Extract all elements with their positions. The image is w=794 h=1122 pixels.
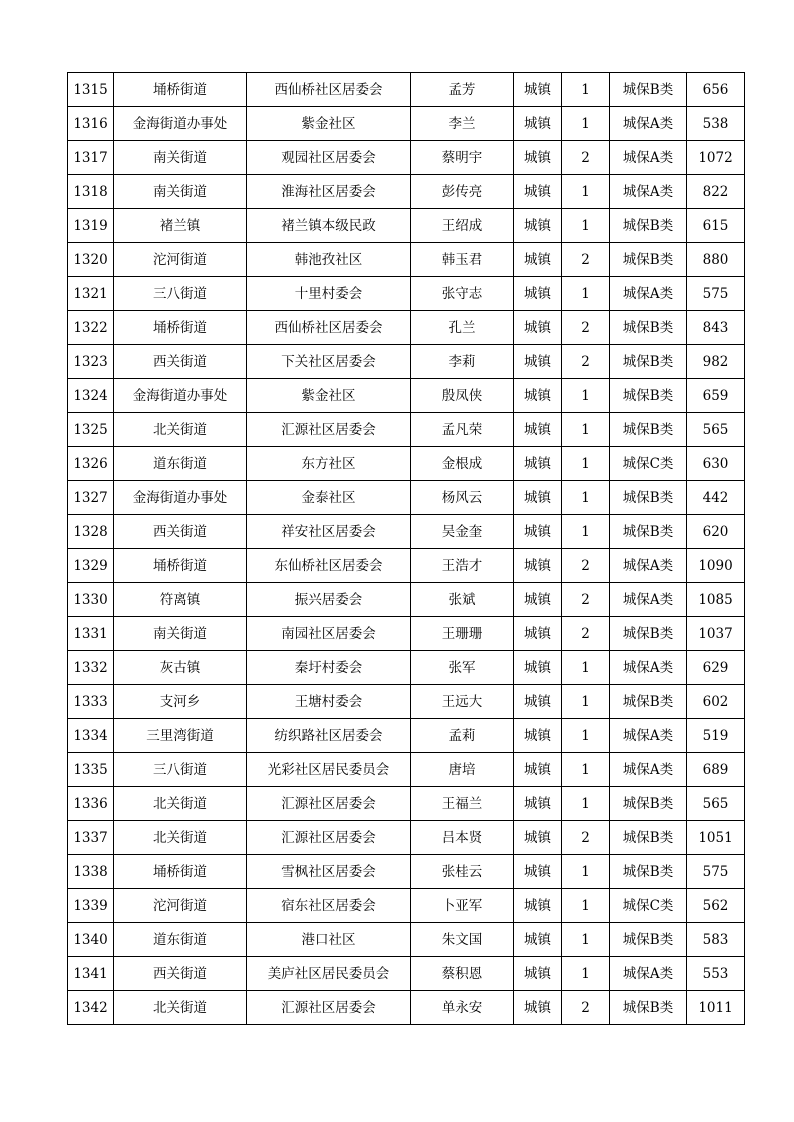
community-cell: 雪枫社区居委会 [247,855,411,889]
household-count-cell: 1 [562,209,610,243]
table-row [68,685,745,719]
amount-cell: 630 [687,447,745,481]
table-row [68,175,745,209]
household-count-cell: 2 [562,141,610,175]
row-number-cell: 1323 [68,345,114,379]
community-cell: 祥安社区居委会 [247,515,411,549]
area-type-cell: 城镇 [514,447,562,481]
area-type-cell: 城镇 [514,685,562,719]
table-row [68,787,745,821]
name-cell: 李兰 [411,107,514,141]
community-cell: 金泰社区 [247,481,411,515]
household-count-cell: 1 [562,175,610,209]
name-cell: 张守志 [411,277,514,311]
household-count-cell: 1 [562,413,610,447]
category-cell: 城保A类 [610,651,687,685]
street-cell: 灰古镇 [114,651,247,685]
name-cell: 蔡积恩 [411,957,514,991]
household-count-cell: 2 [562,821,610,855]
row-number-cell: 1332 [68,651,114,685]
row-number-cell: 1325 [68,413,114,447]
area-type-cell: 城镇 [514,617,562,651]
street-cell: 埇桥街道 [114,549,247,583]
community-cell: 港口社区 [247,923,411,957]
community-cell: 韩池孜社区 [247,243,411,277]
table-row [68,549,745,583]
row-number-cell: 1322 [68,311,114,345]
street-cell: 金海街道办事处 [114,107,247,141]
table-row [68,481,745,515]
household-count-cell: 1 [562,753,610,787]
row-number-cell: 1315 [68,73,114,107]
name-cell: 唐培 [411,753,514,787]
name-cell: 孟莉 [411,719,514,753]
household-count-cell: 1 [562,923,610,957]
street-cell: 支河乡 [114,685,247,719]
area-type-cell: 城镇 [514,889,562,923]
amount-cell: 822 [687,175,745,209]
street-cell: 南关街道 [114,175,247,209]
amount-cell: 602 [687,685,745,719]
area-type-cell: 城镇 [514,413,562,447]
street-cell: 北关街道 [114,991,247,1025]
household-count-cell: 1 [562,107,610,141]
name-cell: 吕本贤 [411,821,514,855]
street-cell: 金海街道办事处 [114,481,247,515]
area-type-cell: 城镇 [514,753,562,787]
street-cell: 沱河街道 [114,889,247,923]
area-type-cell: 城镇 [514,821,562,855]
community-cell: 纺织路社区居委会 [247,719,411,753]
area-type-cell: 城镇 [514,583,562,617]
name-cell: 卜亚军 [411,889,514,923]
amount-cell: 538 [687,107,745,141]
amount-cell: 1051 [687,821,745,855]
community-cell: 紫金社区 [247,379,411,413]
table-row [68,889,745,923]
household-count-cell: 1 [562,651,610,685]
community-cell: 王塘村委会 [247,685,411,719]
amount-cell: 1072 [687,141,745,175]
name-cell: 殷凤侠 [411,379,514,413]
category-cell: 城保B类 [610,515,687,549]
amount-cell: 982 [687,345,745,379]
name-cell: 王浩才 [411,549,514,583]
community-cell: 南园社区居委会 [247,617,411,651]
area-type-cell: 城镇 [514,481,562,515]
household-count-cell: 1 [562,515,610,549]
table-row [68,515,745,549]
household-count-cell: 2 [562,617,610,651]
category-cell: 城保C类 [610,889,687,923]
name-cell: 金根成 [411,447,514,481]
category-cell: 城保B类 [610,991,687,1025]
household-count-cell: 2 [562,549,610,583]
street-cell: 道东街道 [114,923,247,957]
street-cell: 西关街道 [114,515,247,549]
amount-cell: 1037 [687,617,745,651]
category-cell: 城保C类 [610,447,687,481]
table-row [68,209,745,243]
name-cell: 吴金奎 [411,515,514,549]
area-type-cell: 城镇 [514,175,562,209]
amount-cell: 519 [687,719,745,753]
category-cell: 城保B类 [610,413,687,447]
amount-cell: 553 [687,957,745,991]
household-count-cell: 2 [562,991,610,1025]
community-cell: 观园社区居委会 [247,141,411,175]
name-cell: 李莉 [411,345,514,379]
area-type-cell: 城镇 [514,277,562,311]
row-number-cell: 1321 [68,277,114,311]
table-row [68,617,745,651]
amount-cell: 575 [687,277,745,311]
street-cell: 三八街道 [114,753,247,787]
name-cell: 王绍成 [411,209,514,243]
street-cell: 西关街道 [114,957,247,991]
amount-cell: 843 [687,311,745,345]
community-cell: 东仙桥社区居委会 [247,549,411,583]
category-cell: 城保B类 [610,379,687,413]
row-number-cell: 1335 [68,753,114,787]
household-count-cell: 1 [562,481,610,515]
row-number-cell: 1331 [68,617,114,651]
category-cell: 城保A类 [610,277,687,311]
row-number-cell: 1326 [68,447,114,481]
amount-cell: 562 [687,889,745,923]
row-number-cell: 1342 [68,991,114,1025]
household-count-cell: 2 [562,583,610,617]
community-cell: 淮海社区居委会 [247,175,411,209]
row-number-cell: 1333 [68,685,114,719]
community-cell: 东方社区 [247,447,411,481]
amount-cell: 565 [687,787,745,821]
street-cell: 埇桥街道 [114,73,247,107]
area-type-cell: 城镇 [514,73,562,107]
area-type-cell: 城镇 [514,855,562,889]
row-number-cell: 1328 [68,515,114,549]
area-type-cell: 城镇 [514,923,562,957]
category-cell: 城保B类 [610,821,687,855]
street-cell: 西关街道 [114,345,247,379]
table-row [68,719,745,753]
street-cell: 埇桥街道 [114,855,247,889]
area-type-cell: 城镇 [514,787,562,821]
table-body [68,73,745,1025]
area-type-cell: 城镇 [514,209,562,243]
category-cell: 城保B类 [610,243,687,277]
row-number-cell: 1318 [68,175,114,209]
area-type-cell: 城镇 [514,311,562,345]
household-count-cell: 1 [562,855,610,889]
community-cell: 紫金社区 [247,107,411,141]
street-cell: 北关街道 [114,787,247,821]
community-cell: 光彩社区居民委员会 [247,753,411,787]
community-cell: 汇源社区居委会 [247,991,411,1025]
amount-cell: 575 [687,855,745,889]
name-cell: 蔡明宇 [411,141,514,175]
household-count-cell: 1 [562,447,610,481]
amount-cell: 615 [687,209,745,243]
amount-cell: 659 [687,379,745,413]
household-count-cell: 2 [562,311,610,345]
area-type-cell: 城镇 [514,141,562,175]
row-number-cell: 1334 [68,719,114,753]
household-count-cell: 1 [562,685,610,719]
category-cell: 城保B类 [610,855,687,889]
row-number-cell: 1316 [68,107,114,141]
row-number-cell: 1320 [68,243,114,277]
category-cell: 城保B类 [610,923,687,957]
street-cell: 三里湾街道 [114,719,247,753]
area-type-cell: 城镇 [514,957,562,991]
table-row [68,651,745,685]
name-cell: 张桂云 [411,855,514,889]
table-row [68,855,745,889]
category-cell: 城保A类 [610,719,687,753]
amount-cell: 689 [687,753,745,787]
row-number-cell: 1324 [68,379,114,413]
name-cell: 王远大 [411,685,514,719]
category-cell: 城保B类 [610,787,687,821]
row-number-cell: 1327 [68,481,114,515]
table-row [68,107,745,141]
area-type-cell: 城镇 [514,991,562,1025]
table-row [68,583,745,617]
household-count-cell: 1 [562,787,610,821]
street-cell: 褚兰镇 [114,209,247,243]
area-type-cell: 城镇 [514,243,562,277]
amount-cell: 442 [687,481,745,515]
household-count-cell: 1 [562,277,610,311]
table-row [68,141,745,175]
street-cell: 北关街道 [114,821,247,855]
table-row [68,277,745,311]
community-cell: 下关社区居委会 [247,345,411,379]
name-cell: 孔兰 [411,311,514,345]
name-cell: 张斌 [411,583,514,617]
amount-cell: 629 [687,651,745,685]
table-row [68,753,745,787]
area-type-cell: 城镇 [514,379,562,413]
amount-cell: 656 [687,73,745,107]
table-row [68,447,745,481]
table-row [68,345,745,379]
community-cell: 振兴居委会 [247,583,411,617]
street-cell: 沱河街道 [114,243,247,277]
household-count-cell: 2 [562,243,610,277]
category-cell: 城保A类 [610,549,687,583]
street-cell: 南关街道 [114,141,247,175]
row-number-cell: 1330 [68,583,114,617]
area-type-cell: 城镇 [514,107,562,141]
table-row [68,923,745,957]
table-row [68,413,745,447]
area-type-cell: 城镇 [514,549,562,583]
street-cell: 埇桥街道 [114,311,247,345]
community-cell: 秦圩村委会 [247,651,411,685]
name-cell: 王福兰 [411,787,514,821]
category-cell: 城保B类 [610,73,687,107]
row-number-cell: 1341 [68,957,114,991]
amount-cell: 1011 [687,991,745,1025]
name-cell: 单永安 [411,991,514,1025]
community-cell: 宿东社区居委会 [247,889,411,923]
category-cell: 城保B类 [610,481,687,515]
street-cell: 符离镇 [114,583,247,617]
street-cell: 金海街道办事处 [114,379,247,413]
category-cell: 城保B类 [610,685,687,719]
amount-cell: 620 [687,515,745,549]
name-cell: 孟凡荣 [411,413,514,447]
category-cell: 城保A类 [610,175,687,209]
amount-cell: 1085 [687,583,745,617]
household-count-cell: 1 [562,719,610,753]
area-type-cell: 城镇 [514,515,562,549]
name-cell: 孟芳 [411,73,514,107]
category-cell: 城保A类 [610,753,687,787]
table-row [68,73,745,107]
street-cell: 道东街道 [114,447,247,481]
community-cell: 汇源社区居委会 [247,787,411,821]
name-cell: 朱文国 [411,923,514,957]
row-number-cell: 1338 [68,855,114,889]
household-count-cell: 1 [562,73,610,107]
table-row [68,243,745,277]
amount-cell: 1090 [687,549,745,583]
row-number-cell: 1337 [68,821,114,855]
name-cell: 杨风云 [411,481,514,515]
street-cell: 南关街道 [114,617,247,651]
category-cell: 城保A类 [610,957,687,991]
row-number-cell: 1339 [68,889,114,923]
category-cell: 城保B类 [610,209,687,243]
name-cell: 王珊珊 [411,617,514,651]
row-number-cell: 1340 [68,923,114,957]
community-cell: 褚兰镇本级民政 [247,209,411,243]
name-cell: 张军 [411,651,514,685]
community-cell: 西仙桥社区居委会 [247,73,411,107]
name-cell: 彭传亮 [411,175,514,209]
row-number-cell: 1319 [68,209,114,243]
category-cell: 城保B类 [610,617,687,651]
row-number-cell: 1336 [68,787,114,821]
row-number-cell: 1317 [68,141,114,175]
area-type-cell: 城镇 [514,345,562,379]
community-cell: 汇源社区居委会 [247,821,411,855]
community-cell: 汇源社区居委会 [247,413,411,447]
category-cell: 城保A类 [610,583,687,617]
table-row [68,379,745,413]
amount-cell: 583 [687,923,745,957]
community-cell: 十里村委会 [247,277,411,311]
name-cell: 韩玉君 [411,243,514,277]
household-count-cell: 1 [562,957,610,991]
category-cell: 城保B类 [610,311,687,345]
community-cell: 美庐社区居民委员会 [247,957,411,991]
household-count-cell: 1 [562,889,610,923]
street-cell: 北关街道 [114,413,247,447]
area-type-cell: 城镇 [514,719,562,753]
amount-cell: 565 [687,413,745,447]
table-row [68,821,745,855]
area-type-cell: 城镇 [514,651,562,685]
household-count-cell: 1 [562,379,610,413]
subsidy-table [67,72,745,1025]
household-count-cell: 2 [562,345,610,379]
category-cell: 城保B类 [610,345,687,379]
amount-cell: 880 [687,243,745,277]
table-row [68,991,745,1025]
table-row [68,957,745,991]
community-cell: 西仙桥社区居委会 [247,311,411,345]
street-cell: 三八街道 [114,277,247,311]
category-cell: 城保A类 [610,107,687,141]
row-number-cell: 1329 [68,549,114,583]
table-row [68,311,745,345]
category-cell: 城保A类 [610,141,687,175]
